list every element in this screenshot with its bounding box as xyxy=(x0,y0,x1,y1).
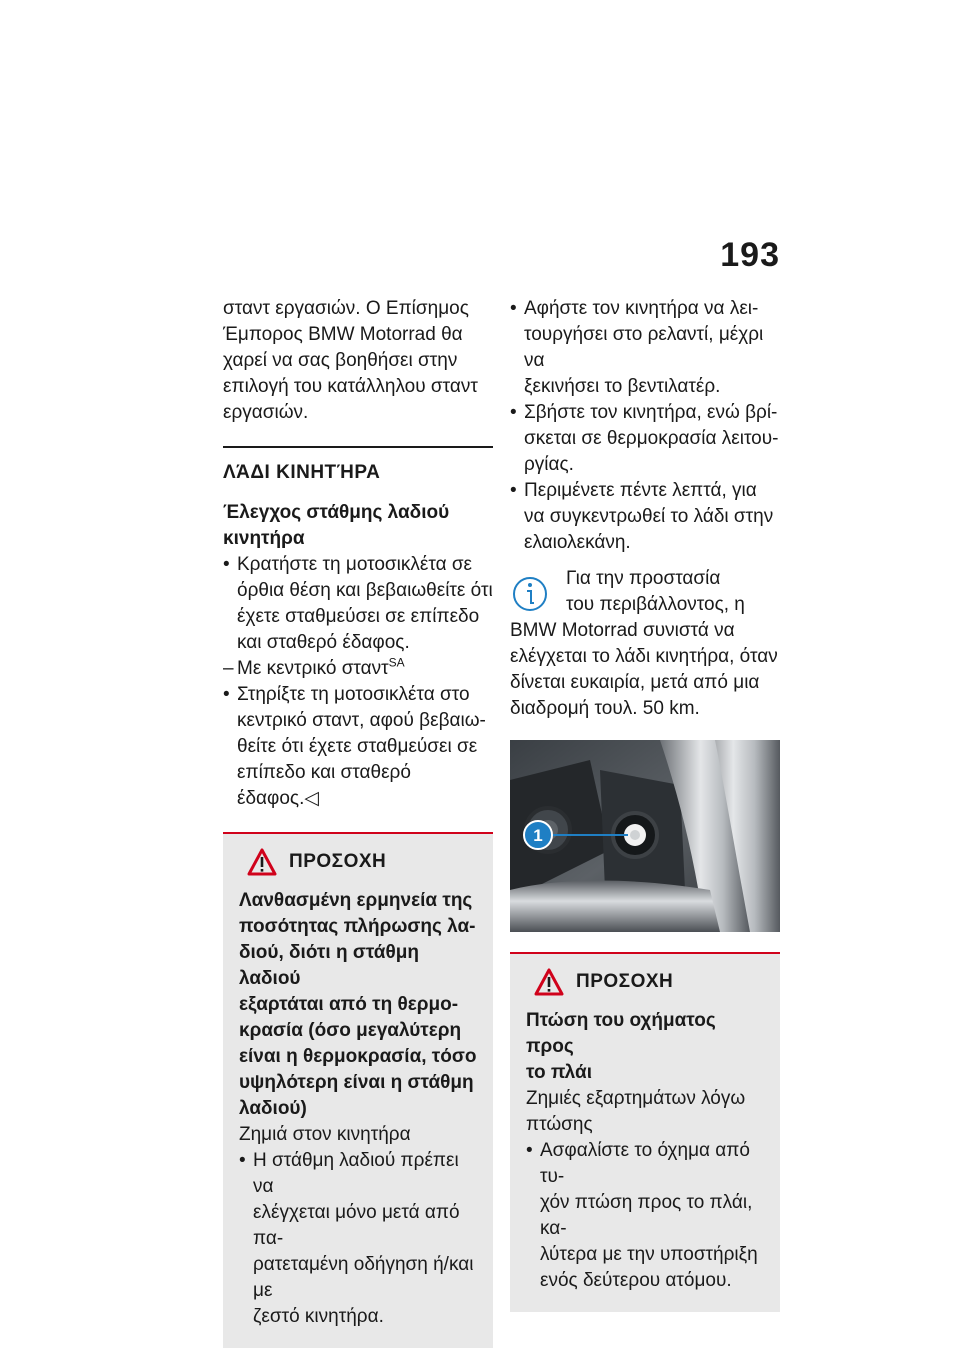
bullet-icon: • xyxy=(223,554,230,575)
text-line: επιλογή του κατάλληλου σταντ xyxy=(223,376,478,397)
instruction-bullet xyxy=(223,682,493,812)
left-column xyxy=(223,296,493,1348)
instruction-bullet xyxy=(510,478,780,556)
text-line: όρθια θέση και βεβαιωθείτε ότι xyxy=(237,580,493,601)
text-line: Στηρίξτε τη μοτοσικλέτα στο xyxy=(237,684,470,705)
text-line: είναι η θερμοκρασία, τόσο xyxy=(239,1046,477,1067)
text-line: ρατεταμένη οδήγηση ή/και με xyxy=(253,1254,474,1301)
bullet-icon: • xyxy=(510,480,517,501)
oil-level-window-photo xyxy=(510,740,780,932)
text-line: ελέγχεται μόνο μετά από πα- xyxy=(253,1202,460,1249)
info-icon xyxy=(510,570,550,614)
text-line: υψηλότερη είναι η στάθμη xyxy=(239,1072,474,1093)
bullet-icon: • xyxy=(510,298,517,319)
text-line: το πλάι xyxy=(526,1062,592,1083)
instruction-bullet xyxy=(510,400,780,478)
text-line: σκεται σε θερμοκρασία λειτου- xyxy=(524,428,779,449)
environment-note xyxy=(510,566,780,722)
text-line: θείτε ότι έχετε σταθμεύσει σε xyxy=(237,736,478,757)
warning-consequence: Ζημιά στον κινητήρα xyxy=(239,1124,411,1145)
text-line: Λανθασμένη ερμηνεία της xyxy=(239,890,473,911)
warning-panel xyxy=(223,832,493,1348)
text-line: Σβήστε τον κινητήρα, ενώ βρί- xyxy=(524,402,778,423)
text-line: BMW Motorrad συνιστά να xyxy=(510,620,735,641)
section-title: ΛΆΔΙ ΚΙΝΗΤΉΡΑ xyxy=(223,462,381,483)
text-line: εργασιών. xyxy=(223,402,309,423)
text-line: ελέγχεται το λάδι κινητήρα, όταν xyxy=(510,646,778,667)
warning-consequence: πτώσης xyxy=(526,1114,593,1135)
text-line: ζεστό κινητήρα. xyxy=(253,1306,384,1327)
text-line: έχετε σταθμεύσει σε επίπεδο xyxy=(237,606,480,627)
text-line: ποσότητας πλήρωσης λα- xyxy=(239,916,476,937)
text-line: επίπεδο και σταθερό έδαφος. xyxy=(237,762,411,809)
warning-triangle-icon xyxy=(247,848,277,876)
text-line: ξεκινήσει το βεντιλατέρ. xyxy=(524,376,721,397)
text-line: ενός δεύτερου ατόμου. xyxy=(540,1270,732,1291)
text-line: Αφήστε τον κινητήρα να λει- xyxy=(524,298,759,319)
warning-triangle-icon xyxy=(534,968,564,996)
text-line: εξαρτάται από τη θερμο- xyxy=(239,994,459,1015)
subsection-title-line: κινητήρα xyxy=(223,528,305,549)
text-line: να συγκεντρωθεί το λάδι στην xyxy=(524,506,774,527)
engine-photo-illustration xyxy=(510,740,780,932)
text-line: διού, διότι η στάθμη λαδιού xyxy=(239,942,419,989)
text-line: Ασφαλίστε το όχημα από τυ- xyxy=(540,1140,750,1187)
text-line: τουργήσει στο ρελαντί, μέχρι να xyxy=(524,324,764,371)
special-accessory-mark: SA xyxy=(388,655,405,670)
warning-bullet xyxy=(526,1138,764,1294)
callout-number: 1 xyxy=(533,826,543,845)
warning-bullet xyxy=(239,1148,477,1330)
text-line: δίνεται ευκαιρία, μετά από μια xyxy=(510,672,760,693)
text-line: κρασία (όσο μεγαλύτερη xyxy=(239,1020,462,1041)
section-divider xyxy=(223,446,493,448)
dash-icon: – xyxy=(223,658,234,679)
bullet-icon: • xyxy=(223,684,230,705)
text-line: Περιμένετε πέντε λεπτά, για xyxy=(524,480,757,501)
bullet-icon: • xyxy=(526,1140,533,1161)
warning-title: ΠΡΟΣΟΧΗ xyxy=(289,851,387,872)
text-line: χαρεί να σας βοηθήσει στην xyxy=(223,350,458,371)
text-line: λαδιού) xyxy=(239,1098,307,1119)
page-number: 193 xyxy=(720,236,780,274)
text-line: σταντ εργασιών. Ο Επίσημος xyxy=(223,298,469,319)
text-line: του περιβάλλοντος, η xyxy=(566,594,745,615)
warning-heading xyxy=(239,888,477,1122)
text-line: ργίας. xyxy=(524,454,574,475)
text-line: χόν πτώση προς το πλάι, κα- xyxy=(540,1192,753,1239)
subsection-title-line: Έλεγχος στάθμης λαδιού xyxy=(223,502,450,523)
warning-title: ΠΡΟΣΟΧΗ xyxy=(576,971,674,992)
text-line: διαδρομή τουλ. 50 km. xyxy=(510,698,700,719)
instruction-bullet xyxy=(510,296,780,400)
text-line: ελαιολεκάνη. xyxy=(524,532,631,553)
text-line: Κρατήστε τη μοτοσικλέτα σε xyxy=(237,554,473,575)
condition-item xyxy=(223,656,493,682)
text-line: λύτερα με την υποστήριξη xyxy=(540,1244,758,1265)
right-column xyxy=(510,296,780,1312)
end-mark-icon: ◁ xyxy=(304,788,319,809)
text-line: και σταθερό έδαφος. xyxy=(237,632,410,653)
bullet-icon: • xyxy=(239,1150,246,1171)
text-line: Έμπορος BMW Motorrad θα xyxy=(223,324,463,345)
text-line: Η στάθμη λαδιού πρέπει να xyxy=(253,1150,459,1197)
text-line: κεντρικό σταντ, αφού βεβαιω- xyxy=(237,710,486,731)
text-line: Για την προστασία xyxy=(566,568,721,589)
bullet-icon: • xyxy=(510,402,517,423)
warning-consequence: Ζημιές εξαρτημάτων λόγω xyxy=(526,1088,746,1109)
instruction-bullet xyxy=(223,552,493,656)
warning-panel xyxy=(510,952,780,1312)
warning-heading xyxy=(526,1008,764,1086)
condition-text: Με κεντρικό σταντ xyxy=(237,658,389,679)
intro-paragraph xyxy=(223,296,493,426)
text-line: Πτώση του οχήματος προς xyxy=(526,1010,716,1057)
